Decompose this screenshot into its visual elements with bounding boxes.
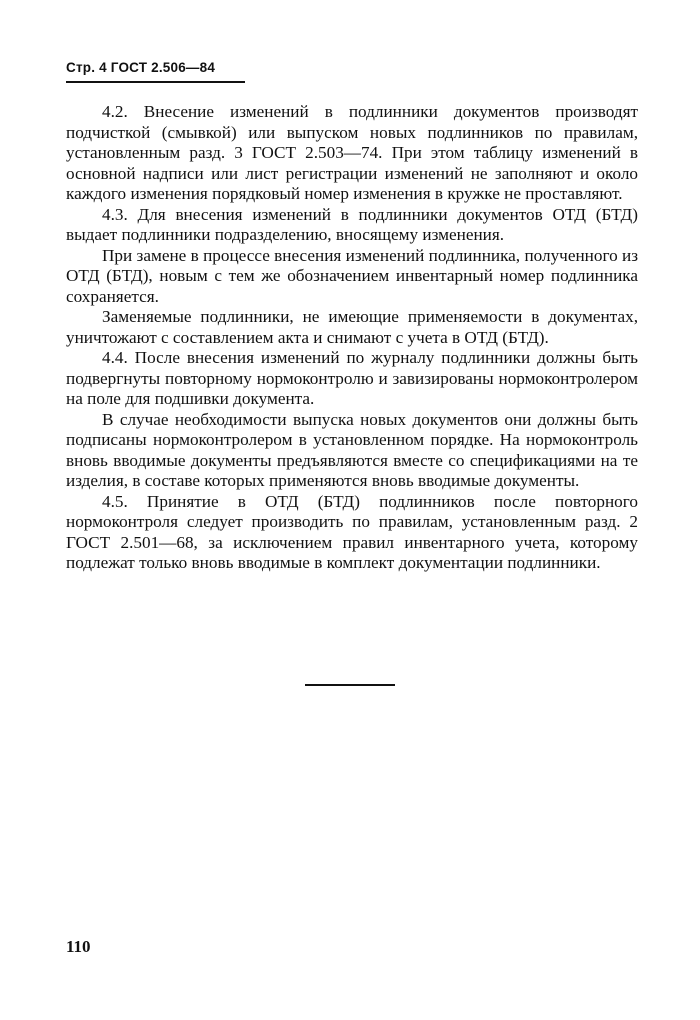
document-body	[66, 102, 638, 574]
paragraph-4-2: 4.2. Внесение изменений в подлинники документов производят подчисткой (смывкой) или выпуском новых подлинников по правилам, установленным разд. 3 ГОСТ 2.503—74. При этом таблицу изменений в основной надписи или лист регистрации изменений не заполняют и около каждого изменения порядковый номер изменения в кружке не проставляют.	[66, 102, 638, 203]
header-rule	[66, 81, 245, 83]
paragraph-4-4-new-documents: В случае необходимости выпуска новых документов они должны быть подписаны нормоконтролером в установленном порядке. На нормоконтроль вновь вводимые документы предъявляются вместе со спецификациями на те изделия, в составе которых применяются вновь вводимые документы.	[66, 409, 638, 490]
paragraph-4-3: 4.3. Для внесения изменений в подлинники документов ОТД (БТД) выдает подлинники подразделению, вносящему изменения.	[66, 204, 638, 244]
paragraph-4-3-replacement: При замене в процессе внесения изменений подлинника, полученного из ОТД (БТД), новым с тем же обозначением инвентарный номер подлинника сохраняется.	[66, 245, 638, 306]
paragraph-4-4: 4.4. После внесения изменений по журналу подлинники должны быть подвергнуты повторному нормоконтролю и завизированы нормоконтролером на поле для подшивки документа.	[66, 348, 638, 408]
paragraph-4-3-destruction: Заменяемые подлинники, не имеющие применяемости в документах, уничтожают с составлением акта и снимают с учета в ОТД (БТД).	[66, 307, 638, 347]
page-number: 110	[66, 937, 91, 956]
paragraph-4-5: 4.5. Принятие в ОТД (БТД) подлинников после повторного нормоконтроля следует производить по правилам, установленным разд. 2 ГОСТ 2.501—68, за исключением правил инвентарного учета, которому подлежат только вновь вводимые в комплект документации подлинники.	[66, 491, 638, 572]
end-separator	[305, 684, 395, 686]
running-header: Стр. 4 ГОСТ 2.506—84	[66, 60, 216, 75]
